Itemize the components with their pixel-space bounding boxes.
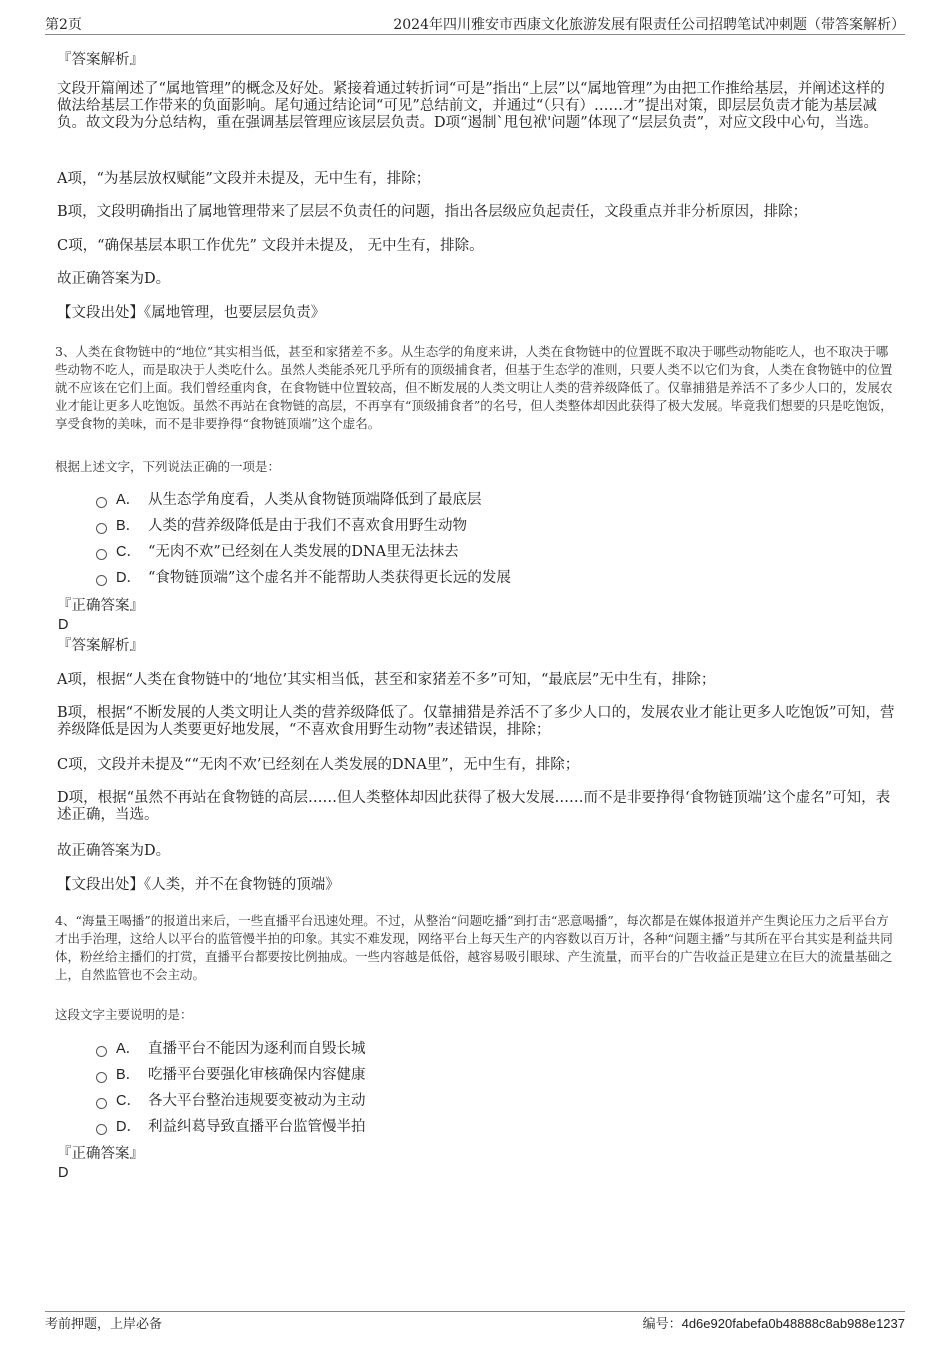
option-text: 直播平台不能因为逐利而自毁长城 bbox=[148, 1041, 366, 1057]
passage-source: 【文段出处】《属地管理，也要层层负责》 bbox=[57, 305, 326, 321]
option-c[interactable] bbox=[96, 1092, 366, 1110]
analysis-title: 『答案解析』 bbox=[57, 638, 144, 654]
option-letter: D． bbox=[116, 570, 141, 586]
answer-title: 『正确答案』 bbox=[57, 598, 144, 614]
question-prompt: 根据上述文字，下列说法正确的一项是： bbox=[55, 459, 281, 474]
option-text: 从生态学角度看，人类从食物链顶端降低到了最底层 bbox=[148, 492, 482, 508]
analysis-option-b: B项，根据“不断发展的人类文明让人类的营养级降低了。仅靠捕猎是养活不了多少人口的，发展农业才能让更多人吃饱饭”可知，营养级降低是因为人类要更好地发展，“不喜欢食用野生动物”表述错误，排除； bbox=[57, 705, 895, 738]
question-stem: 4、“海量王喝播”的报道出来后，一些直播平台迅速处理。不过，从整治“问题吃播”到打击“恶意喝播”，每次都是在媒体报道并产生舆论压力之后平台方才出手治理，这给人以平台的监管慢半拍的印象。其实不难发现，网络平台上每天生产的内容数以百万计，各种“问题主播”与其所在平台其实是利益共同体，粉丝给主播们的打赏，直播平台都要按比例抽成。一些内容越是低俗，越容易吸引眼球、产生流量，而平台的广告收益正是建立在巨大的流量基础之上，自然监管也不会主动。 bbox=[55, 913, 893, 982]
option-letter: D． bbox=[116, 1119, 141, 1135]
analysis-option-b: B项，文段明确指出了属地管理带来了层层不负责任的问题，指出各层级应负起责任，文段重点并非分析原因，排除； bbox=[57, 204, 808, 220]
analysis-option-a: A项，根据“人类在食物链中的‘地位’其实相当低，甚至和家猪差不多”可知，“最底层”无中生有，排除； bbox=[57, 672, 716, 688]
footer-slogan: 考前押题，上岸必备 bbox=[45, 1317, 163, 1332]
option-text: “食物链顶端”这个虚名并不能帮助人类获得更长远的发展 bbox=[148, 570, 511, 586]
option-letter: B． bbox=[116, 518, 141, 534]
option-text: 吃播平台要强化审核确保内容健康 bbox=[148, 1067, 366, 1083]
option-b[interactable] bbox=[96, 1066, 366, 1084]
analysis-conclusion: 故正确答案为D。 bbox=[57, 843, 171, 859]
footer-divider bbox=[45, 1311, 905, 1312]
analysis-conclusion: 故正确答案为D。 bbox=[57, 271, 171, 287]
code-value: 4d6e920fabefa0b48888c8ab988e1237 bbox=[681, 1316, 905, 1331]
option-letter: C． bbox=[116, 1093, 141, 1109]
document-code bbox=[643, 1313, 905, 1332]
analysis-option-c: C项，“确保基层本职工作优先” 文段并未提及， 无中生有，排除。 bbox=[57, 238, 484, 254]
radio-icon[interactable] bbox=[96, 575, 107, 586]
radio-icon[interactable] bbox=[96, 1098, 107, 1109]
option-letter: B． bbox=[116, 1067, 141, 1083]
question-prompt: 这段文字主要说明的是： bbox=[55, 1007, 193, 1022]
page-number: 第2页 bbox=[45, 17, 82, 33]
option-d[interactable] bbox=[96, 1118, 366, 1136]
analysis-option-d: D项，根据“虽然不再站在食物链的高层……但人类整体却因此获得了极大发展……而不是非要挣得‘食物链顶端’这个虚名”可知，表述正确，当选。 bbox=[57, 790, 891, 823]
option-text: “无肉不欢”已经刻在人类发展的DNA里无法抹去 bbox=[148, 544, 459, 560]
option-letter: A． bbox=[116, 1041, 141, 1057]
analysis-option-c: C项，文段并未提及““无肉不欢’已经刻在人类发展的DNA里”，无中生有，排除； bbox=[57, 757, 580, 773]
answer-value: D bbox=[58, 617, 69, 633]
option-text: 利益纠葛导致直播平台监管慢半拍 bbox=[148, 1119, 366, 1135]
radio-icon[interactable] bbox=[96, 523, 107, 534]
option-letter: A． bbox=[116, 492, 141, 508]
answer-value: D bbox=[58, 1165, 69, 1181]
option-d[interactable] bbox=[96, 569, 511, 587]
analysis-option-a: A项，“为基层放权赋能”文段并未提及，无中生有，排除； bbox=[57, 171, 431, 187]
radio-icon[interactable] bbox=[96, 1046, 107, 1057]
analysis-title: 『答案解析』 bbox=[57, 52, 144, 68]
option-a[interactable] bbox=[96, 491, 482, 509]
option-text: 各大平台整治违规要变被动为主动 bbox=[148, 1093, 366, 1109]
analysis-body: 文段开篇阐述了“属地管理”的概念及好处。紧接着通过转折词“可是”指出“上层”以“属地管理”为由把工作推给基层，并阐述这样的做法给基层工作带来的负面影响。尾句通过结论词“可见”总结前文，并通过“（只有）……才”提出对策，即层层负责才能为基层减负。故文段为分总结构，重在强调基层管理应该层层负责。D项“遏制`甩包袱'问题”体现了“层层负责”，对应文段中心句，当选。 bbox=[57, 81, 885, 131]
question-stem: 3、人类在食物链中的“地位”其实相当低，甚至和家猪差不多。从生态学的角度来讲，人类在食物链中的位置既不取决于哪些动物能吃人，也不取决于哪些动物不吃人，而是取决于人类吃什么。虽然人类能杀死几乎所有的顶级捕食者，但基于生态学的准则，只要人类不以它们为食，人类在食物链中的位置就不应该在它们上面。我们曾经重肉食，在食物链中位置较高，但不断发展的人类文明让人类的营养级降低了。仅靠捕猎是养活不了多少人口的，发展农业才能让更多人吃饱饭。虽然不再站在食物链的高层，不再享有“顶级捕食者”的名号，但人类整体却因此获得了极大发展。毕竟我们想要的只是吃饱饭，享受食物的美味，而不是非要挣得“食物链顶端”这个虚名。 bbox=[55, 344, 893, 431]
answer-title: 『正确答案』 bbox=[57, 1146, 144, 1162]
header-divider bbox=[45, 34, 905, 35]
document-title: 2024年四川雅安市西康文化旅游发展有限责任公司招聘笔试冲刺题（带答案解析） bbox=[393, 17, 905, 33]
radio-icon[interactable] bbox=[96, 497, 107, 508]
option-c[interactable] bbox=[96, 543, 459, 561]
option-text: 人类的营养级降低是由于我们不喜欢食用野生动物 bbox=[148, 518, 467, 534]
option-a[interactable] bbox=[96, 1040, 366, 1058]
radio-icon[interactable] bbox=[96, 1124, 107, 1135]
option-b[interactable] bbox=[96, 517, 467, 535]
option-letter: C． bbox=[116, 544, 141, 560]
passage-source: 【文段出处】《人类，并不在食物链的顶端》 bbox=[57, 877, 340, 893]
code-label: 编号： bbox=[642, 1317, 682, 1332]
radio-icon[interactable] bbox=[96, 1072, 107, 1083]
radio-icon[interactable] bbox=[96, 549, 107, 560]
